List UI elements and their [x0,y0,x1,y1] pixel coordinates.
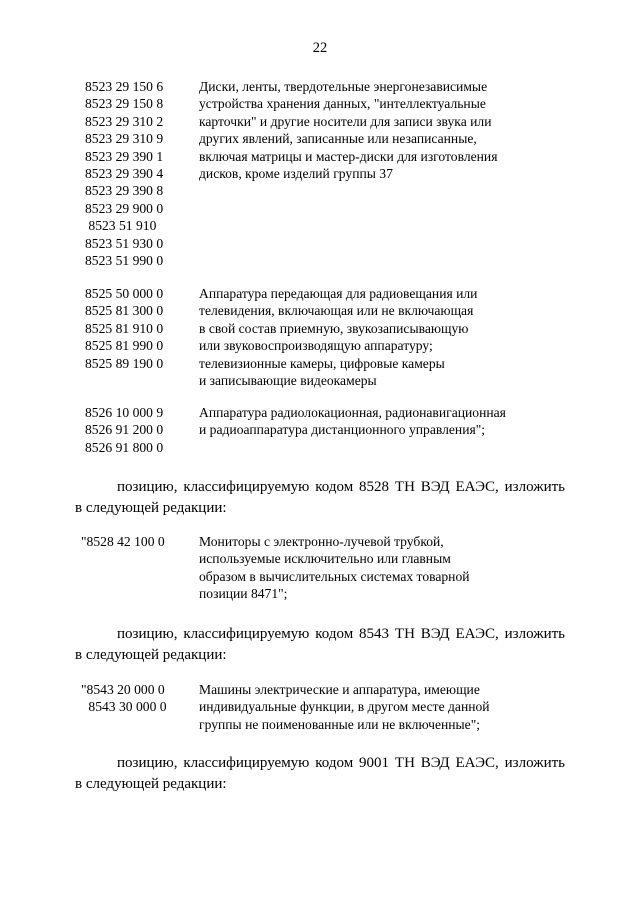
description-column [199,681,569,733]
paragraph-line: позицию, классифицируемую кодом 9001 ТН ВЭД ЕАЭС, изложить [117,755,565,771]
tariff-code: 8523 29 390 8 [85,183,164,199]
description-column [199,533,569,603]
paragraph-line: позицию, классифицируемую кодом 8543 ТН ВЭД ЕАЭС, изложить [117,626,565,642]
tariff-code: 8523 29 310 2 [85,113,164,129]
tariff-code: 8525 81 990 0 [85,338,164,354]
description-line: образом в вычислительных системах товарной [199,568,470,584]
description-column [199,285,569,389]
tariff-code: 8523 51 930 0 [85,235,164,251]
amendment-paragraph [75,477,565,519]
page-number: 22 [312,40,328,56]
code-column [85,78,195,269]
description-line: и записывающие видеокамеры [199,372,377,388]
description-line: телевизионные камеры, цифровые камеры [199,355,445,371]
tariff-code: 8523 29 310 9 [85,131,164,147]
description-line: Аппаратура радиолокационная, радионавигационная [199,405,506,420]
tariff-code: 8525 81 910 0 [85,320,164,336]
tariff-code: 8525 89 190 0 [85,355,164,371]
tariff-code: 8523 29 390 4 [85,165,164,181]
description-line: Машины электрические и аппаратура, имеющие [199,682,480,697]
tariff-code: "8528 42 100 0 [81,534,165,549]
description-line: включая матрицы и мастер-диски для изготовления [199,148,498,164]
tariff-code: 8523 51 990 0 [85,252,164,268]
tariff-code: 8523 51 910 [85,218,157,234]
tariff-code: 8525 81 300 0 [85,303,164,319]
code-column [81,533,195,550]
description-line: и радиоаппаратура дистанционного управления"; [199,422,486,438]
description-column [199,78,569,182]
tariff-code: 8523 29 150 8 [85,96,164,112]
paragraph-line: позицию, классифицируемую кодом 8528 ТН ВЭД ЕАЭС, изложить [117,479,565,495]
description-line: индивидуальные функции, в другом месте данной [199,699,490,715]
amendment-paragraph [75,624,565,666]
description-line: карточки" и другие носители для записи звука или [199,113,492,129]
description-line: или звуковоспроизводящую аппаратуру; [199,338,433,354]
description-line: используемые исключительно или главным [199,551,451,567]
description-line: телевидения, включающая или не включающая [199,303,474,319]
description-line: позиции 8471"; [199,586,288,602]
tariff-code: 8523 29 900 0 [85,200,164,216]
tariff-code: "8543 20 000 0 [81,682,165,697]
paragraph-line: в следующей редакции: [75,500,227,516]
amendment-paragraph [75,753,565,795]
paragraph-line: в следующей редакции: [75,776,227,792]
description-line: дисков, кроме изделий группы 37 [199,165,393,181]
tariff-code: 8525 50 000 0 [85,286,164,301]
tariff-code: 8543 30 000 0 [85,699,167,715]
tariff-code: 8523 29 150 6 [85,79,164,94]
description-line: Диски, ленты, твердотельные энергонезависимые [199,79,488,94]
code-column [81,681,195,716]
description-line: устройства хранения данных, "интеллектуальные [199,96,486,112]
description-line: Аппаратура передающая для радиовещания или [199,286,478,301]
description-column [199,404,569,439]
description-line: Мониторы с электронно-лучевой трубкой, [199,534,444,549]
tariff-code: 8526 91 200 0 [85,422,164,438]
code-column [85,404,195,456]
description-line: других явлений, записанные или незаписанные, [199,131,477,147]
description-line: в свой состав приемную, звукозаписывающую [199,320,469,336]
tariff-code: 8526 91 800 0 [85,439,164,455]
tariff-code: 8526 10 000 9 [85,405,164,420]
code-column [85,285,195,372]
description-line: группы не поименованные или не включенные"; [199,716,481,732]
paragraph-line: в следующей редакции: [75,647,227,663]
tariff-code: 8523 29 390 1 [85,148,164,164]
